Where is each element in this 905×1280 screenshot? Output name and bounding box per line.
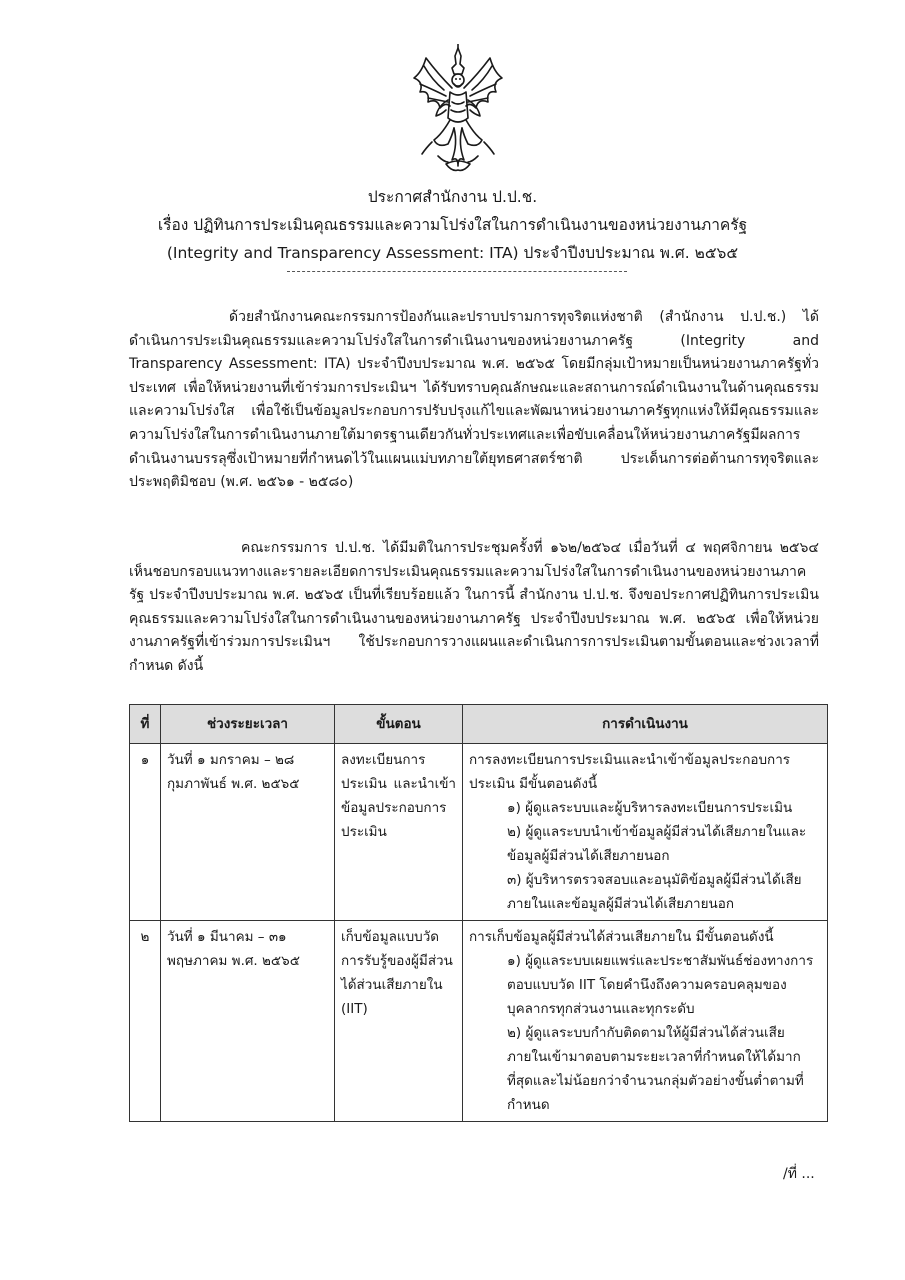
header-action: การดำเนินงาน (463, 705, 828, 744)
table-row (130, 744, 828, 921)
row-number: ๑ (130, 744, 161, 921)
action-intro: การเก็บข้อมูลผู้มีส่วนได้ส่วนเสียภายใน มีขั้นตอนดังนี้ (469, 929, 774, 945)
action-item: ๑) ผู้ดูแลระบบเผยแพร่และประชาสัมพันธ์ช่องทางการตอบแบบวัด IIT โดยคำนึงถึงความครอบคลุมของบุคลากรทุกส่วนงานและทุกระดับ (507, 953, 814, 1017)
body-paragraph-2: คณะกรรมการ ป.ป.ช. ได้มีมติในการประชุมครั้งที่ ๑๖๒/๒๕๖๔ เมื่อวันที่ ๔ พฤศจิกายน ๒๕๖๔ เห็นชอบกรอบแนวทางและรายละเอียดการประเมินคุณธรรมและความโปร่งใสในการดำเนินงานของหน่วยงานภาครัฐ ประจำปีงบประมาณ พ.ศ. ๒๕๖๕ เป็นที่เรียบร้อยแล้ว ในการนี้ สำนักงาน ป.ป.ช. จึงขอประกาศปฏิทินการประเมินคุณธรรมและความโปร่งใสในการดำเนินงานของหน่วยงานภาครัฐ ประจำปีงบประมาณ พ.ศ. ๒๕๖๕ เพื่อให้หน่วยงานภาครัฐที่เข้าร่วมการประเมินฯ ใช้ประกอบการวางแผนและดำเนินการการประเมินตามขั้นตอนและช่วงเวลาที่กำหนด ดังนี้ (129, 540, 819, 674)
announcement-subject-english: (Integrity and Transparency Assessment: ITA) ประจำปีงบประมาณ พ.ศ. ๒๕๖๕ (166, 244, 739, 262)
garuda-emblem-icon (408, 44, 508, 179)
row-period: วันที่ ๑ มีนาคม – ๓๑ พฤษภาคม พ.ศ. ๒๕๖๕ (161, 921, 335, 1122)
announcement-subject: เรื่อง ปฏิทินการประเมินคุณธรรมและความโปร่งใสในการดำเนินงานของหน่วยงานภาครัฐ (157, 216, 748, 234)
page-continuation: /ที่ ... (783, 1166, 815, 1182)
row-action (463, 921, 828, 1122)
action-item: ๓) ผู้บริหารตรวจสอบและอนุมัติข้อมูลผู้มีส่วนได้เสียภายในและข้อมูลผู้มีส่วนได้เสียภายนอก (507, 872, 802, 912)
row-step: ลงทะเบียนการประเมิน และนำเข้าข้อมูลประกอบการประเมิน (335, 744, 463, 921)
row-period: วันที่ ๑ มกราคม – ๒๘ กุมภาพันธ์ พ.ศ. ๒๕๖๕ (161, 744, 335, 921)
action-item: ๑) ผู้ดูแลระบบและผู้บริหารลงทะเบียนการประเมิน (507, 800, 793, 816)
announcement-title: ประกาศสำนักงาน ป.ป.ช. (367, 188, 538, 206)
action-item: ๒) ผู้ดูแลระบบนำเข้าข้อมูลผู้มีส่วนได้เสียภายในและข้อมูลผู้มีส่วนได้เสียภายนอก (507, 824, 807, 864)
body-paragraph-1: ด้วยสำนักงานคณะกรรมการป้องกันและปราบปรามการทุจริตแห่งชาติ (สำนักงาน ป.ป.ช.) ได้ดำเนินการประเมินคุณธรรมและความโปร่งใสในการดำเนินงานของหน่วยงานภาครัฐ (Integrity and Transparency Assessment: ITA) ประจำปีงบประมาณ พ.ศ. ๒๕๖๕ โดยมีกลุ่มเป้าหมายเป็นหน่วยงานภาครัฐทั่วประเทศ เพื่อให้หน่วยงานที่เข้าร่วมการประเมินฯ ได้รับทราบคุณลักษณะและสถานการณ์ดำเนินงานในด้านคุณธรรมและความโปร่งใส เพื่อใช้เป็นข้อมูลประกอบการปรับปรุงแก้ไขและพัฒนาหน่วยงานภาครัฐทุกแห่งให้มีคุณธรรมและความโปร่งใสในการดำเนินงานภายใต้มาตรฐานเดียวกันทั่วประเทศและเพื่อขับเคลื่อนให้หน่วยงานภาครัฐมีผลการดำเนินงานบรรลุซึ่งเป้าหมายที่กำหนดไว้ในแผนแม่บทภายใต้ยุทธศาสตร์ชาติ ประเด็นการต่อต้านการทุจริตและประพฤติมิชอบ (พ.ศ. ๒๕๖๑ - ๒๕๘๐) (129, 309, 819, 491)
table-row (130, 921, 828, 1122)
row-step: เก็บข้อมูลแบบวัดการรับรู้ของผู้มีส่วนได้ส่วนเสียภายใน (IIT) (335, 921, 463, 1122)
row-number: ๒ (130, 921, 161, 1122)
header-period: ช่วงระยะเวลา (161, 705, 335, 744)
header-step: ขั้นตอน (335, 705, 463, 744)
header-no: ที่ (130, 705, 161, 744)
calendar-table (129, 704, 828, 1122)
table-header-row (130, 705, 828, 744)
dashed-divider (287, 271, 627, 272)
action-intro: การลงทะเบียนการประเมินและนำเข้าข้อมูลประกอบการประเมิน มีขั้นตอนดังนี้ (469, 752, 791, 792)
row-action (463, 744, 828, 921)
action-item: ๒) ผู้ดูแลระบบกำกับติดตามให้ผู้มีส่วนได้ส่วนเสียภายในเข้ามาตอบตามระยะเวลาที่กำหนดให้ได้มากที่สุดและไม่น้อยกว่าจำนวนกลุ่มตัวอย่างขั้นต่ำตามที่กำหนด (507, 1025, 804, 1113)
